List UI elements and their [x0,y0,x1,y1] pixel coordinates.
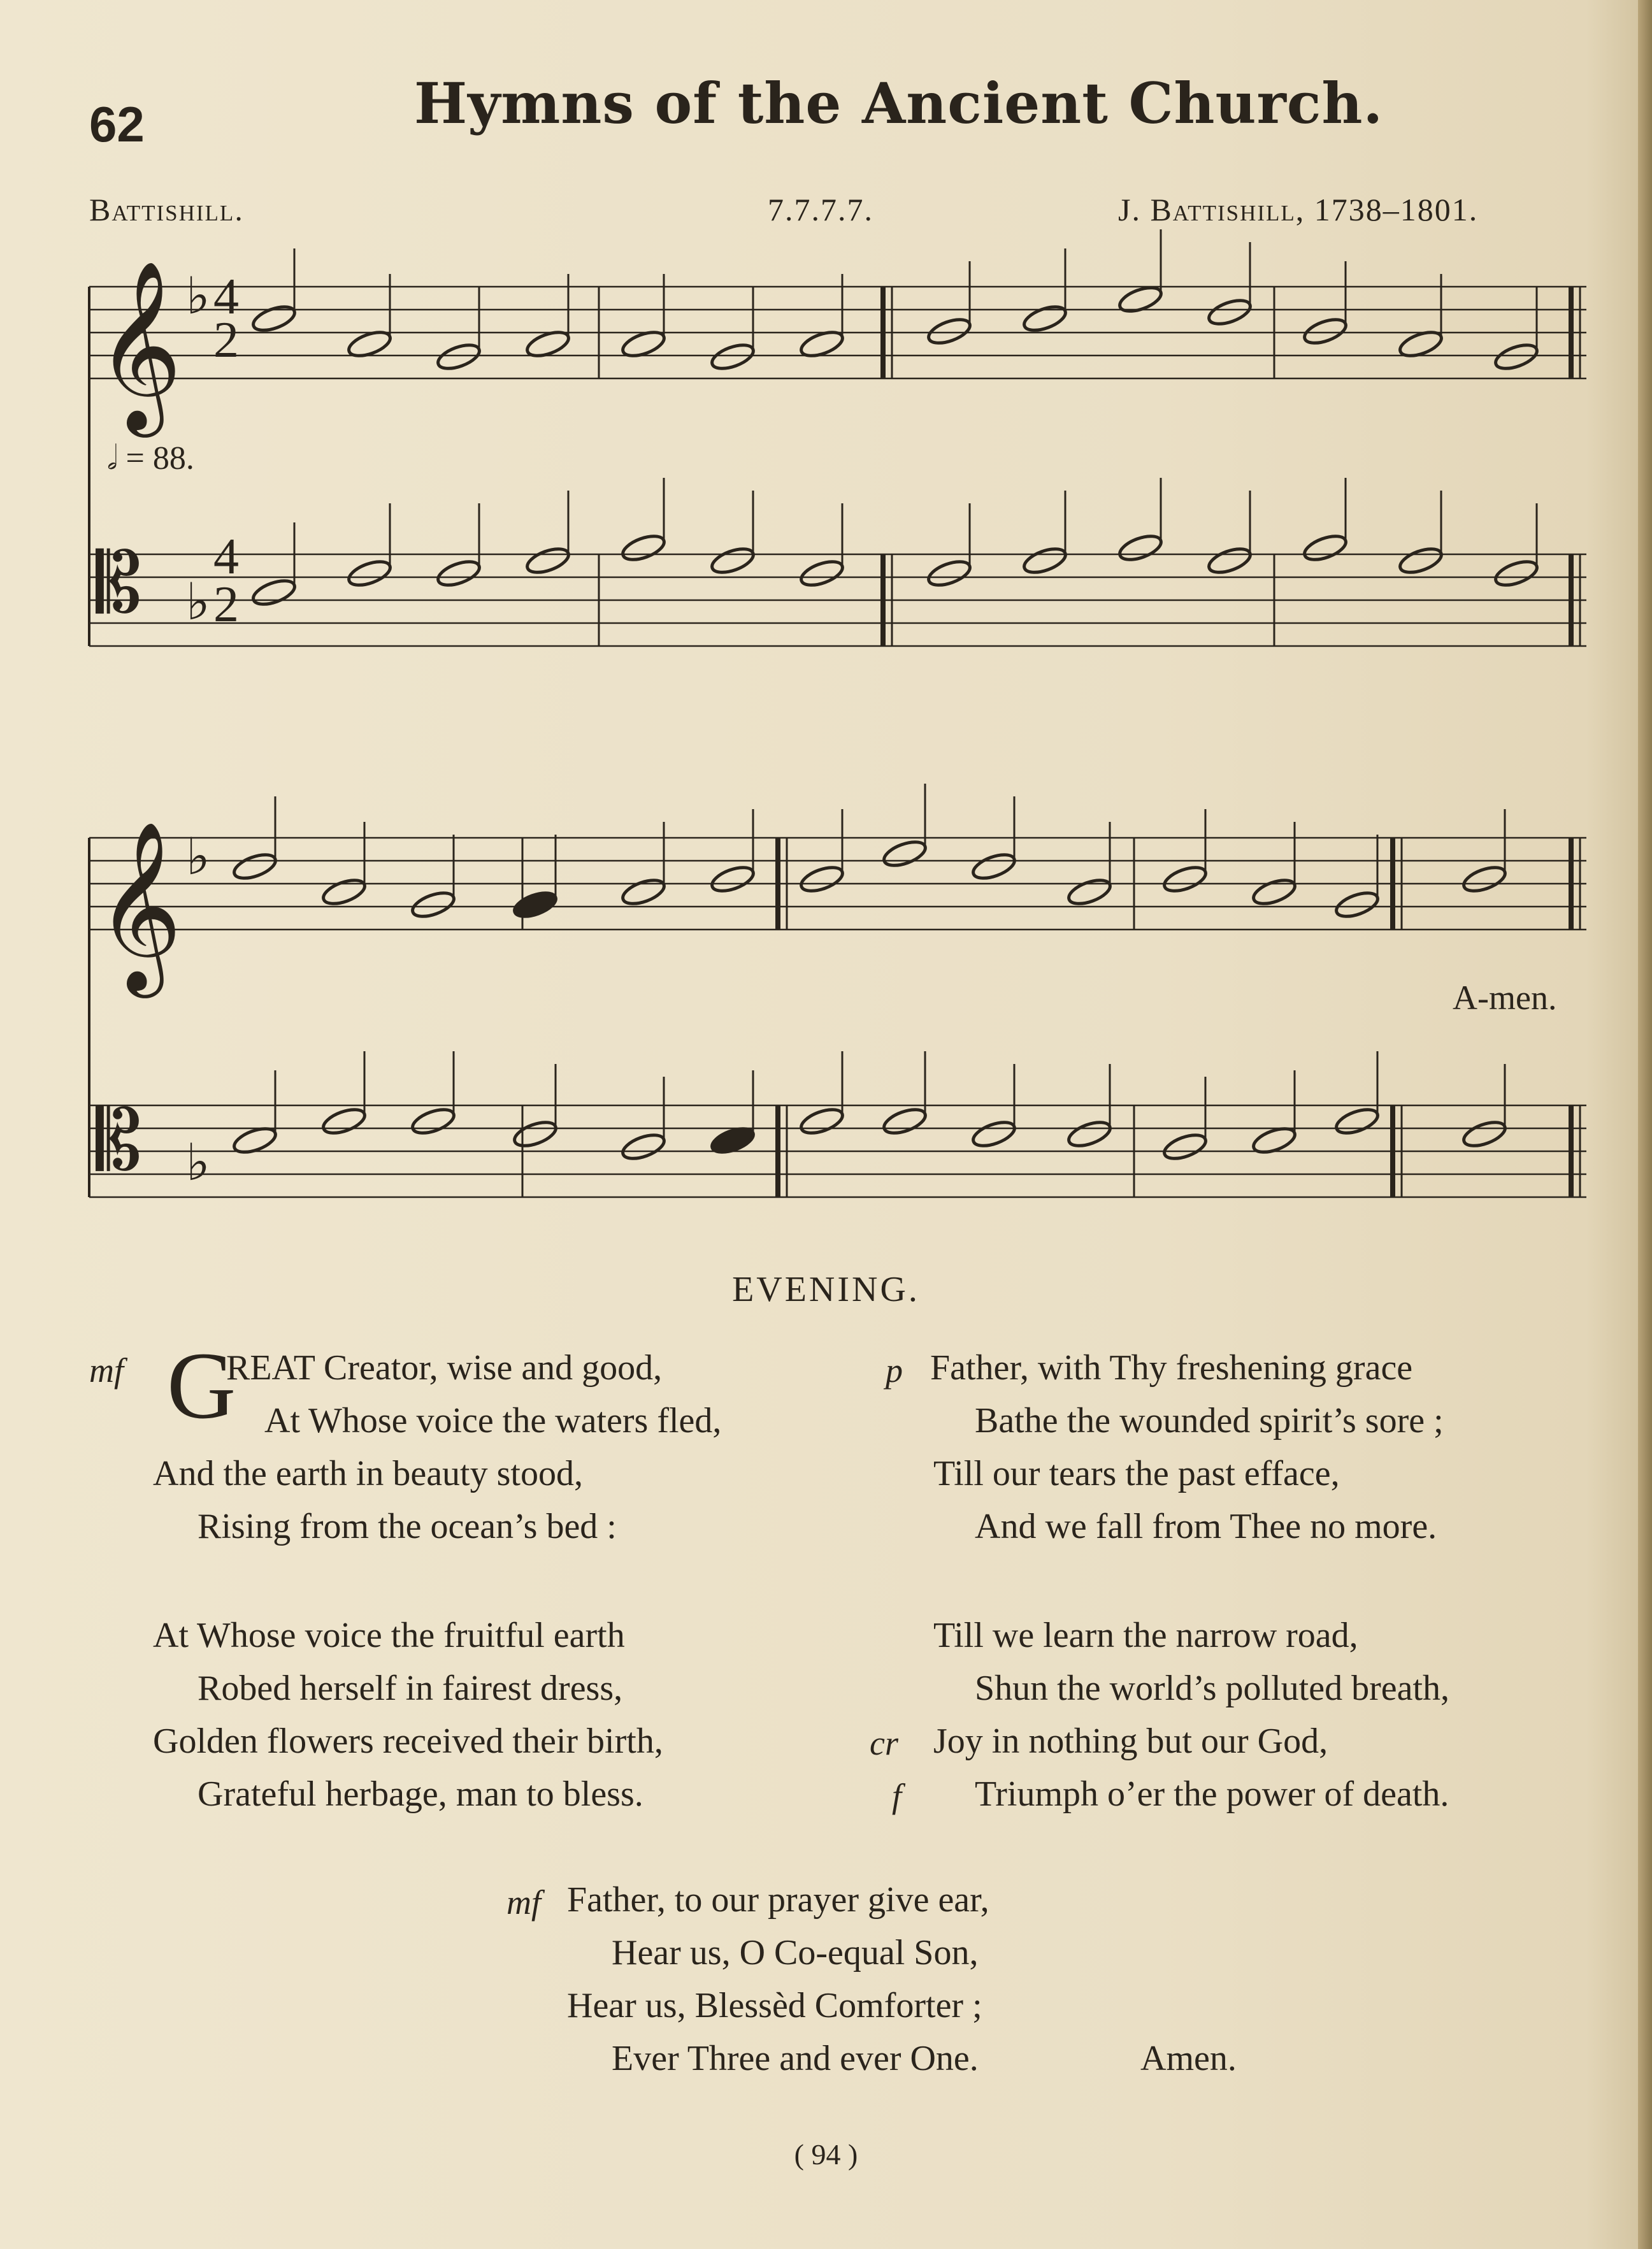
note-head [620,1130,667,1163]
note-head [1461,863,1508,895]
flat-icon: ♭ [186,572,210,631]
note-head [1066,1117,1113,1150]
treble-clef-icon: 𝄞 [96,260,182,430]
book-title: Hymns of the Ancient Church. [414,70,1384,136]
stanza2-line2: Robed herself in fairest dress, [198,1669,623,1708]
stanza1-line1: REAT Creator, wise and good, [226,1348,663,1388]
time-signature-bottom-bass: 2 [213,577,239,633]
note-head [881,837,928,870]
bass-clef-icon: 𝄡 [96,535,142,631]
note-head [435,557,482,589]
note-head [709,544,756,577]
amen-label: A-men. [1453,979,1557,1017]
note-head [1397,544,1444,577]
note-head [1021,544,1068,577]
note-head [1333,1105,1381,1137]
stanza1-line4: Rising from the ocean’s bed : [198,1507,617,1546]
note-head [1302,315,1349,347]
dynamic-marking: mf [89,1351,124,1390]
doxology-line1: Father, to our prayer give ear, [567,1880,989,1920]
note-head [1117,283,1164,315]
note-head [1066,875,1113,908]
note-head [512,1117,559,1150]
note-head [970,1117,1017,1150]
note-head [1251,875,1298,908]
staff-lines [89,287,1586,1197]
note-head [1206,544,1253,577]
stanza2-line4: Grateful herbage, man to bless. [198,1774,643,1814]
note-head [1461,1117,1508,1150]
stanza3-line2: Bathe the wounded spirit’s sore ; [975,1401,1444,1441]
stanza1-line2: At Whose voice the waters fled, [264,1401,722,1441]
note-head [1206,296,1253,328]
note-head [524,544,571,577]
note-head [709,340,756,373]
note-head [250,302,298,334]
note-head [410,1105,457,1137]
tune-composer: J. Battishill, 1738–1801. [1118,192,1479,227]
note-head [250,576,298,608]
hymn-number: 62 [89,96,145,152]
note-head [320,875,368,908]
note-head [320,1105,368,1137]
dynamic-marking: f [892,1777,902,1815]
note-head [798,557,845,589]
stanza3-line3: Till our tears the past efface, [933,1454,1340,1493]
doxology-line3: Hear us, Blessèd Comforter ; [567,1986,982,2025]
note-head [620,531,667,564]
time-signature-bottom: 2 [213,312,239,368]
stanza3-line4: And we fall from Thee no more. [975,1507,1437,1546]
note-head [1021,302,1068,334]
dynamic-marking: cr [870,1724,898,1762]
doxology-line2: Hear us, O Co-equal Son, [612,1933,979,1972]
note-head [881,1105,928,1137]
stanza4-line3: Joy in nothing but our God, [933,1721,1328,1761]
note-head [346,557,393,589]
note-head [1493,340,1540,373]
note-head [970,850,1017,882]
stanza2-line3: Golden flowers received their birth, [153,1721,663,1761]
stanza4-line2: Shun the world’s polluted breath, [975,1669,1450,1708]
note-head [1161,1130,1209,1163]
tune-name: Battishill. [89,192,244,227]
stanza1-line3: And the earth in beauty stood, [153,1454,583,1493]
stanza4-line4: Triumph o’er the power of death. [975,1774,1449,1814]
stanza2-line1: At Whose voice the fruitful earth [153,1616,625,1655]
note-head [798,1105,845,1137]
doxology-amen: Amen. [1140,2039,1237,2078]
note-head [620,875,667,908]
dynamic-marking: p [886,1351,903,1390]
note-head [926,557,973,589]
time-signature-top: 4 [213,269,239,325]
tempo-marking: 𝅗𝅥 = 88. [107,440,194,477]
treble-clef-icon-2: 𝄞 [96,821,182,991]
note-head [1493,557,1540,589]
hymn-title: EVENING. [732,1270,920,1309]
clefs [96,260,239,1192]
note-head [410,888,457,921]
note-head [512,888,559,921]
note-head [926,315,973,347]
note-head [1161,863,1209,895]
page-number: ( 94 ) [794,2138,858,2171]
flat-icon: ♭ [186,266,210,326]
flat-icon: ♭ [186,827,210,886]
note-head [1333,888,1381,921]
drop-cap: G [167,1333,236,1439]
note-head [1302,531,1349,564]
time-signature-top-bass: 4 [213,529,239,585]
note-head [798,863,845,895]
stanza4-line1: Till we learn the narrow road, [933,1616,1358,1655]
dynamic-marking: mf [506,1883,541,1922]
tune-meter: 7.7.7.7. [768,192,873,227]
note-head [709,863,756,895]
note-head [435,340,482,373]
note-head [1117,531,1164,564]
stanza3-line1: Father, with Thy freshening grace [930,1348,1413,1388]
doxology-line4: Ever Three and ever One. [612,2039,979,2078]
flat-icon: ♭ [186,1133,210,1192]
note-head [231,850,278,882]
bass-clef-icon-2: 𝄡 [96,1092,142,1189]
